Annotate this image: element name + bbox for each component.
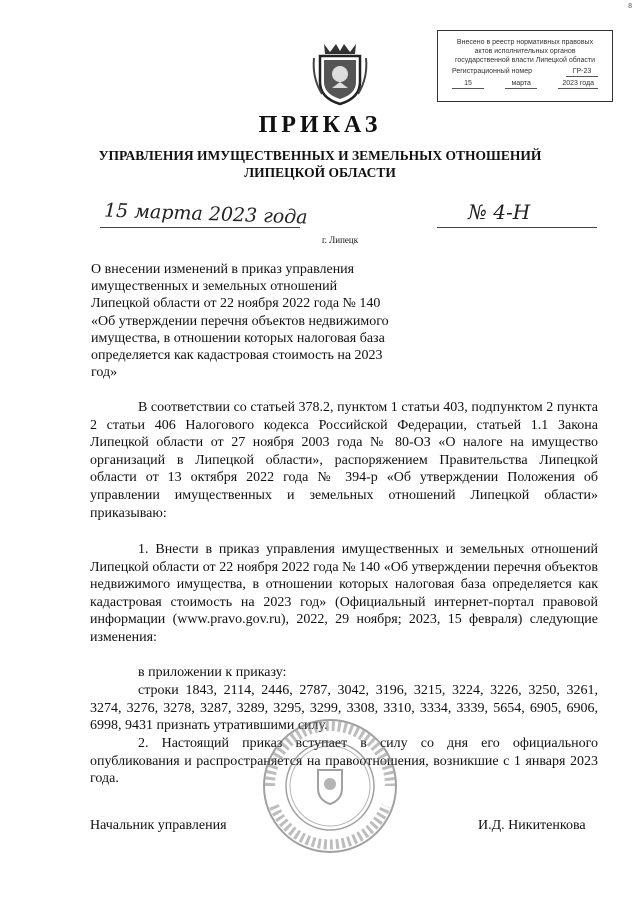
issuing-authority-line-1: УПРАВЛЕНИЯ ИМУЩЕСТВЕННЫХ И ЗЕМЕЛЬНЫХ ОТНОШЕНИЙ — [98, 148, 542, 163]
handwritten-date: 15 марта 2023 года — [103, 199, 308, 229]
signer-name: И.Д. Никитенкова — [478, 818, 586, 833]
page-mark: 8 — [628, 3, 632, 10]
document-subject: О внесении изменений в приказ управления имущественных и земельных отношений Липецкой области от 22 ноября 2022 года № 140 «Об утверждении перечня объектов недвижимого имущества, в отношении которых налоговая база определяется как кадастровая стоимость на 2023 год» — [91, 262, 389, 381]
item-1-subparagraph-2: строки 1843, 2114, 2446, 2787, 3042, 3196, 3215, 3224, 3226, 3250, 3261, 3274, 3276, 3278, 3287, 3289, 3295, 3299, 3308, 3310, 3334, 3339, 5654, 6905, 6906, 6998, 9431 признать утратившими силу. — [90, 683, 598, 734]
registry-line-1: Внесено в реестр нормативных правовых — [456, 39, 594, 46]
registry-day: 15 — [452, 79, 484, 89]
registry-date-row — [438, 79, 612, 89]
issuing-authority-line-2: ЛИПЕЦКОЙ ОБЛАСТИ — [244, 165, 396, 180]
item-2-paragraph: 2. Настоящий приказ вступает в силу со дня его официального опубликования и распространяется на правоотношения, возникшие с 1 января 2023 года. — [90, 736, 598, 787]
registry-line-2: актов исполнительных органов — [474, 48, 576, 55]
handwritten-number: № 4-Н — [468, 200, 531, 224]
registry-number-row — [438, 67, 612, 77]
registry-number-label: Регистрационный номер — [452, 68, 532, 75]
registry-month: марта — [505, 79, 537, 89]
item-1-paragraph: 1. Внести в приказ управления имущественных и земельных отношений Липецкой области от 22 ноября 2022 года № 140 «Об утверждении перечня объектов недвижимого имущества, в отношении которых налоговая база определяется как кадастровая стоимость на 2023 год» (Официальный интернет-портал правовой информации (www.pravo.gov.ru), 2022, 29 ноября; 2023, 15 февраля) следующие изменения: — [90, 542, 598, 645]
preamble-paragraph: В соответствии со статьей 378.2, пунктом 1 статьи 403, подпунктом 2 пункта 2 статьи 406 Налогового кодекса Российской Федерации, статьей 1.1 Закона Липецкой области от 27 ноября 2003 года № 80-ОЗ «О налоге на имущество организаций в Липецкой области», распоряжением Правительства Липецкой области от 13 октября 2022 года № 394-р «Об утверждении Положения об управлении имущественных и земельных отношений Липецкой области» приказываю: — [90, 400, 598, 521]
signer-position: Начальник управления — [90, 818, 227, 833]
document-title: ПРИКАЗ — [258, 112, 382, 138]
item-1-subparagraph-1: в приложении к приказу: — [138, 665, 287, 680]
registry-stamp — [437, 30, 613, 102]
coat-of-arms-icon — [310, 38, 370, 108]
registry-year: 2023 года — [558, 79, 598, 89]
official-seal-icon — [260, 716, 400, 856]
registry-line-3: государственной власти Липецкой области — [454, 57, 595, 64]
issue-city: г. Липецк — [322, 235, 359, 245]
issuing-authority — [60, 147, 580, 181]
registry-number: ГР-23 — [566, 67, 598, 77]
